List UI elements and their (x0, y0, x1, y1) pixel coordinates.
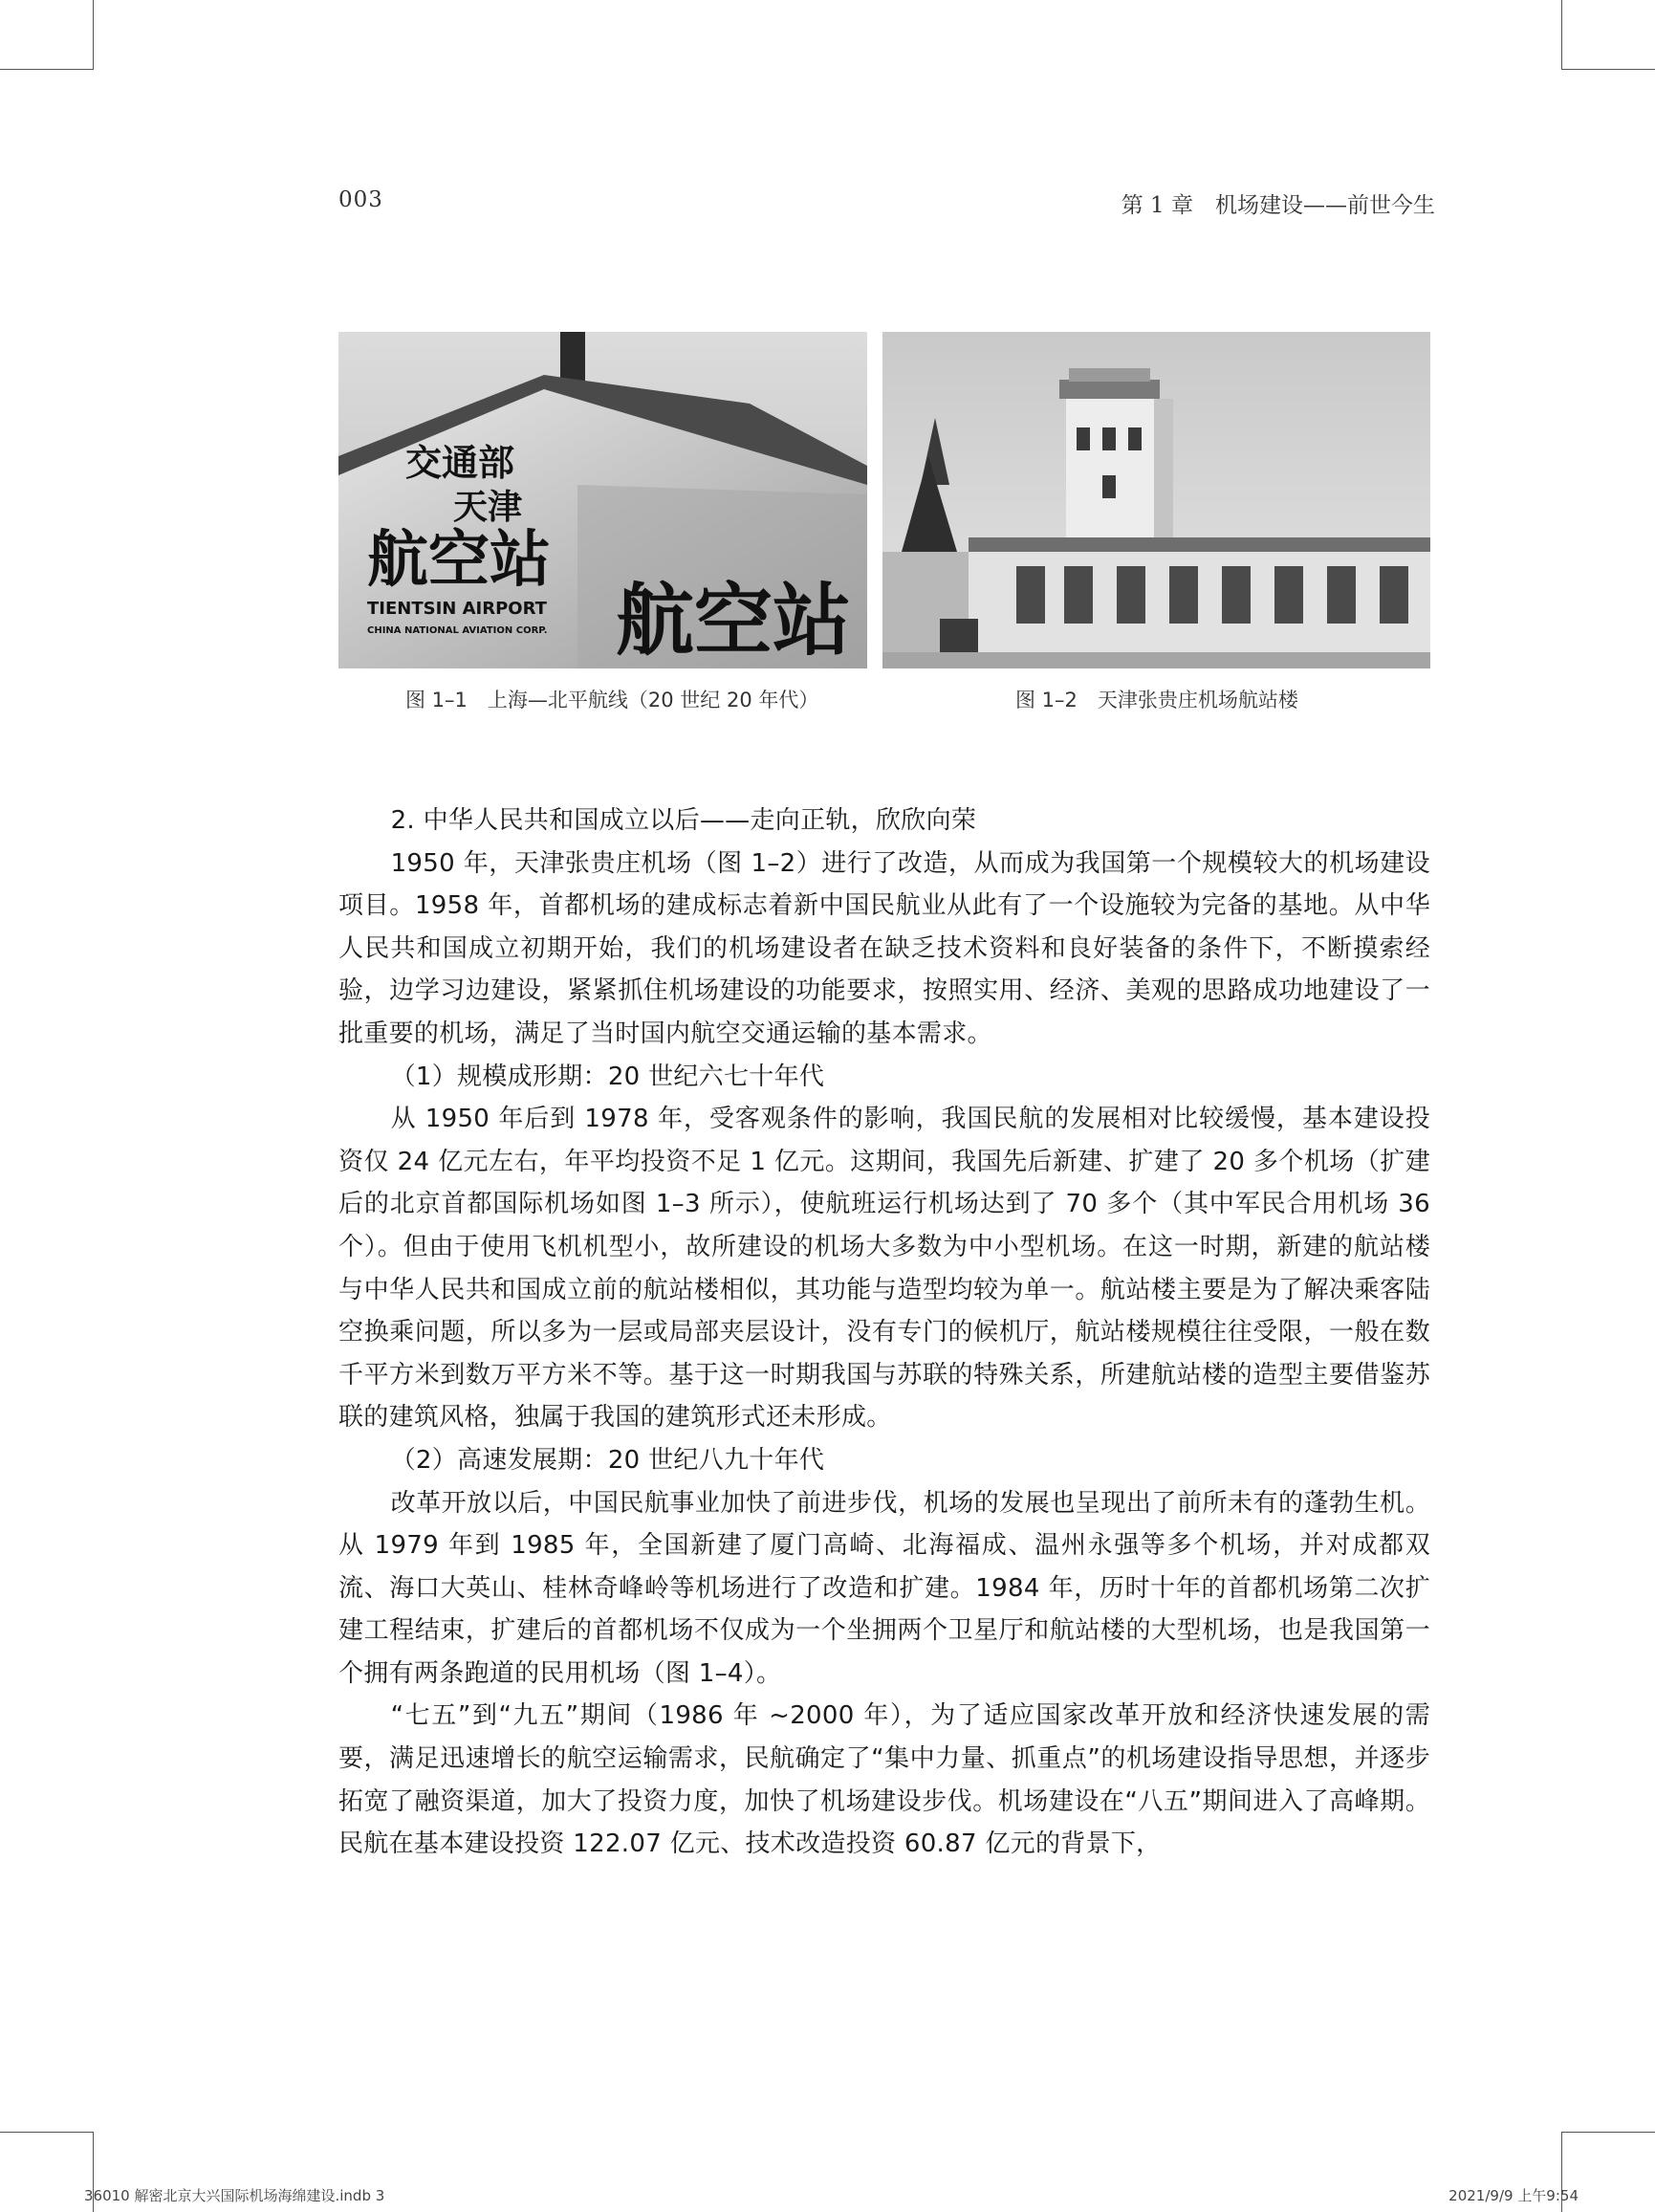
figure-zhangguizhuang-terminal-photo (882, 332, 1430, 668)
body-text (338, 799, 1430, 1866)
paragraph: 1950 年，天津张贵庄机场（图 1–2）进行了改造，从而成为我国第一个规模较大的机场建设项目。1958 年，首都机场的建成标志着新中国民航业从此有了一个设施较为完备的基地。从中华人民共和国成立初期开始，我们的机场建设者在缺乏技术资料和良好装备的条件下，不断摸索经验，边学习边建设，紧紧抓住机场建设的功能要求，按照实用、经济、美观的思路成功地建设了一批重要的机场，满足了当时国内航空交通运输的基本需求。 (338, 848, 1430, 1048)
crop-mark (93, 0, 94, 69)
footer-timestamp: 2021/9/9 上午9:54 (1448, 2187, 1579, 2204)
crop-mark (0, 69, 94, 70)
sign-text: 天津 (453, 488, 523, 527)
sign-text: CHINA NATIONAL AVIATION CORP. (367, 625, 548, 636)
figure-tientsin-airport-photo (338, 332, 867, 668)
crop-mark (1561, 69, 1655, 70)
figure-1-1-caption: 图 1–1 上海—北平航线（20 世纪 20 年代） (405, 689, 819, 712)
figure-1-2-caption: 图 1–2 天津张贵庄机场航站楼 (1015, 689, 1298, 712)
sign-text: 航空站 (367, 525, 551, 596)
footer-file-name: 36010 解密北京大兴国际机场海绵建设.indb 3 (84, 2187, 385, 2204)
crop-mark (1561, 0, 1562, 69)
paragraph: 从 1950 年后到 1978 年，受客观条件的影响，我国民航的发展相对比较缓慢，基本建设投资仅 24 亿元左右，年平均投资不足 1 亿元。这期间，我国先后新建、扩建了 20 多个机场（扩建后的北京首都国际机场如图 1–3 所示），使航班运行机场达到了 70 多个（其中军民合用机场 36 个）。但由于使用飞机机型小，故所建设的机场大多数为中小型机场。在这一时期，新建的航站楼与中华人民共和国成立前的航站楼相似，其功能与造型均较为单一。航站楼主要是为了解决乘客陆空换乘问题，所以多为一层或局部夹层设计，没有专门的候机厅，航站楼规模往往受限，一般在数千平方米到数万平方米不等。基于这一时期我国与苏联的特殊关系，所建航站楼的造型主要借鉴苏联的建筑风格，独属于我国的建筑形式还未形成。 (338, 1105, 1430, 1433)
chapter-title: 第 1 章 机场建设——前世今生 (1121, 193, 1435, 218)
sign-text: TIENTSIN AIRPORT (367, 599, 547, 619)
crop-mark (0, 2132, 94, 2133)
sign-text: 交通部 (405, 442, 515, 484)
sign-text: 航空站 (616, 576, 852, 667)
subsection-heading: （2）高速发展期：20 世纪八九十年代 (390, 1445, 825, 1475)
section-heading: 2. 中华人民共和国成立以后——走向正轨，欣欣向荣 (390, 806, 977, 835)
subsection-heading: （1）规模成形期：20 世纪六七十年代 (390, 1062, 825, 1091)
page-number: 003 (338, 187, 383, 212)
paragraph: “七五”到“九五”期间（1986 年 ~2000 年），为了适应国家改革开放和经济快速发展的需要，满足迅速增长的航空运输需求，民航确定了“集中力量、抓重点”的机场建设指导思想，并逐步拓宽了融资渠道，加大了投资力度，加快了机场建设步伐。机场建设在“八五”期间进入了高峰期。民航在基本建设投资 122.07 亿元、技术改造投资 60.87 亿元的背景下， (338, 1701, 1430, 1859)
paragraph: 改革开放以后，中国民航事业加快了前进步伐，机场的发展也呈现出了前所未有的蓬勃生机。从 1979 年到 1985 年，全国新建了厦门高崎、北海福成、温州永强等多个机场，并对成都双流、海口大英山、桂林奇峰岭等机场进行了改造和扩建。1984 年，历时十年的首都机场第二次扩建工程结束，扩建后的首都机场不仅成为一个坐拥两个卫星厅和航站楼的大型机场，也是我国第一个拥有两条跑道的民用机场（图 1–4）。 (338, 1488, 1430, 1688)
crop-mark (1561, 2132, 1655, 2133)
